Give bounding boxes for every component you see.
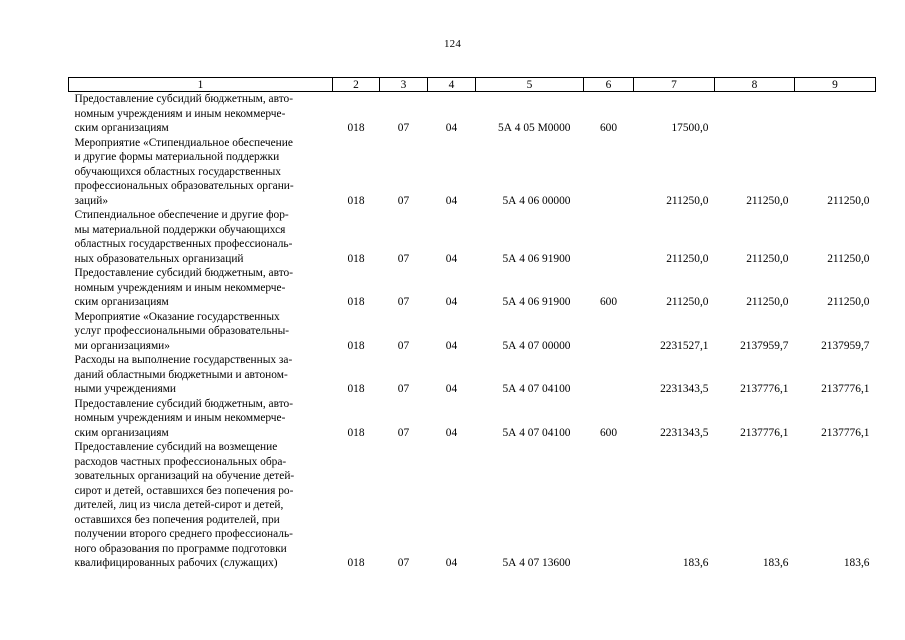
- cell-section: 07: [397, 383, 410, 395]
- cell-admin: 018: [347, 252, 365, 265]
- cell-name-line: сирот и детей, оставшихся без попечения ро-: [74, 484, 294, 497]
- cell-name-line: заций»: [74, 194, 109, 207]
- cell-csr: 5А 4 06 91900: [502, 252, 571, 265]
- cell-vr: 600: [599, 296, 618, 308]
- cell-section: 07: [397, 252, 410, 265]
- cell-sum3: 2137776,1: [821, 426, 870, 439]
- cell-name-line: даний областными бюджетными и автоном-: [74, 368, 288, 381]
- budget-table: [68, 77, 876, 571]
- cell-subsection: 04: [445, 557, 458, 569]
- cell-sum3: 2137776,1: [821, 383, 870, 395]
- cell-vr: [584, 440, 634, 571]
- cell-name-line: Предоставление субсидий бюджетным, авто-: [74, 267, 294, 279]
- cell-admin: 018: [347, 383, 365, 395]
- cell-name: [69, 353, 333, 397]
- cell-name-line: ными учреждениями: [74, 383, 177, 395]
- cell-name-line: ми организациями»: [74, 339, 170, 352]
- table-row: [69, 266, 876, 310]
- cell-admin: 018: [347, 122, 365, 134]
- cell-sum1: 211250,0: [666, 252, 709, 265]
- header-row: [69, 78, 876, 92]
- cell-section: 07: [397, 122, 410, 134]
- cell-name-line: обучающихся областных государственных: [74, 165, 281, 178]
- cell-name-line: Мероприятие «Оказание государственных: [74, 310, 280, 323]
- table-row: [69, 353, 876, 397]
- cell-name-line: номным учреждениям и иным некоммерче-: [74, 107, 286, 120]
- cell-sum2: 211250,0: [746, 296, 789, 308]
- cell-name-line: квалифицированных рабочих (служащих): [74, 557, 278, 569]
- page-number: 124: [443, 38, 462, 50]
- cell-name: [69, 92, 333, 136]
- cell-admin: 018: [347, 426, 365, 439]
- cell-name-line: ных образовательных организаций: [74, 252, 244, 265]
- cell-name-line: Стипендиальное обеспечение и другие фор-: [74, 209, 289, 221]
- cell-name-line: Предоставление субсидий бюджетным, авто-: [74, 397, 294, 410]
- cell-sum1: 183,6: [682, 557, 709, 569]
- cell-sum1: 211250,0: [666, 296, 709, 308]
- cell-subsection: 04: [445, 194, 458, 207]
- cell-name: [69, 266, 333, 310]
- header-cell-sum1: 7: [634, 78, 715, 92]
- cell-admin: 018: [347, 296, 365, 308]
- table-row: [69, 136, 876, 209]
- cell-sum3: 211250,0: [827, 252, 870, 265]
- cell-sum3: 211250,0: [827, 194, 870, 207]
- cell-subsection: 04: [445, 252, 458, 265]
- cell-csr: 5А 4 06 00000: [502, 194, 571, 207]
- cell-subsection: 04: [445, 426, 458, 439]
- table-row: [69, 92, 876, 136]
- cell-admin: 018: [347, 339, 365, 352]
- cell-name-line: получении второго среднего профессиональ-: [74, 528, 293, 540]
- cell-name-line: ским организациям: [74, 296, 169, 308]
- cell-sum3: 211250,0: [827, 296, 870, 308]
- header-cell-name: 1: [69, 78, 333, 92]
- table-row: [69, 440, 876, 571]
- cell-subsection: 04: [445, 383, 458, 395]
- table-row: [69, 397, 876, 441]
- cell-section: 07: [397, 426, 410, 439]
- cell-name-line: зовательных организаций на обучение детей-: [74, 470, 295, 482]
- cell-subsection: 04: [445, 339, 458, 352]
- cell-name-line: оставшихся без попечения родителей, при: [74, 513, 280, 526]
- cell-sum2: 211250,0: [746, 194, 789, 207]
- cell-sum1: 17500,0: [671, 122, 709, 134]
- cell-admin: 018: [347, 194, 365, 207]
- header-cell-sum3: 9: [795, 78, 876, 92]
- cell-name-line: ного образования по программе подготовки: [74, 542, 287, 555]
- cell-sum2: [715, 92, 795, 136]
- table-body: [69, 92, 876, 571]
- cell-name-line: Предоставление субсидий на возмещение: [74, 441, 278, 453]
- cell-name: [69, 310, 333, 354]
- table-row: [69, 310, 876, 354]
- cell-vr: [584, 310, 634, 354]
- cell-name-line: мы материальной поддержки обучающихся: [74, 223, 286, 236]
- cell-sum1: 2231343,5: [660, 383, 709, 395]
- cell-name-line: областных государственных профессиональ-: [74, 238, 293, 250]
- cell-name-line: Расходы на выполнение государственных за-: [74, 354, 293, 366]
- cell-name-line: номным учреждениям и иным некоммерче-: [74, 412, 286, 424]
- cell-vr: [584, 353, 634, 397]
- cell-name-line: Предоставление субсидий бюджетным, авто-: [74, 93, 294, 105]
- cell-csr: 5А 4 07 04100: [502, 383, 571, 395]
- cell-section: 07: [397, 194, 410, 207]
- cell-name-line: ским организациям: [74, 426, 169, 439]
- cell-sum2: 2137776,1: [740, 383, 789, 395]
- cell-sum3: [795, 92, 876, 136]
- cell-name-line: и другие формы материальной поддержки: [74, 151, 280, 163]
- cell-name-line: номным учреждениям и иным некоммерче-: [74, 281, 286, 294]
- cell-vr: [584, 136, 634, 209]
- header-cell-admin: 2: [333, 78, 380, 92]
- cell-csr: 5А 4 07 13600: [502, 557, 571, 569]
- cell-sum1: 211250,0: [666, 194, 709, 207]
- cell-vr: [584, 208, 634, 266]
- cell-sum2: 2137959,7: [740, 339, 789, 352]
- cell-sum3: 2137959,7: [821, 339, 870, 352]
- header-cell-csr: 5: [476, 78, 584, 92]
- cell-admin: 018: [347, 557, 365, 569]
- cell-sum3: 183,6: [843, 557, 870, 569]
- header-cell-section: 3: [380, 78, 428, 92]
- cell-name-line: расходов частных профессиональных обра-: [74, 455, 287, 468]
- cell-sum2: 183,6: [762, 557, 789, 569]
- cell-name-line: услуг профессиональными образовательны-: [74, 325, 290, 337]
- header-cell-subsection: 4: [428, 78, 476, 92]
- cell-vr: 600: [599, 426, 618, 439]
- cell-section: 07: [397, 339, 410, 352]
- cell-csr: 5А 4 05 М0000: [498, 122, 571, 134]
- cell-name-line: профессиональных образовательных органи-: [74, 180, 294, 192]
- header-cell-sum2: 8: [715, 78, 795, 92]
- cell-csr: 5А 4 06 91900: [502, 296, 571, 308]
- cell-name-line: ским организациям: [74, 122, 169, 134]
- cell-sum1: 2231343,5: [660, 426, 709, 439]
- cell-sum1: 2231527,1: [660, 339, 709, 352]
- cell-section: 07: [397, 557, 410, 569]
- cell-name-line: Мероприятие «Стипендиальное обеспечение: [74, 136, 293, 149]
- cell-sum2: 2137776,1: [740, 426, 789, 439]
- cell-sum2: 211250,0: [746, 252, 789, 265]
- cell-name: [69, 208, 333, 266]
- cell-name: [69, 136, 333, 209]
- cell-name: [69, 397, 333, 441]
- header-cell-vr: 6: [584, 78, 634, 92]
- table-row: [69, 208, 876, 266]
- cell-subsection: 04: [445, 122, 458, 134]
- cell-name: [69, 440, 333, 571]
- cell-name-line: дителей, лиц из числа детей-сирот и детей,: [74, 499, 284, 511]
- cell-section: 07: [397, 296, 410, 308]
- cell-vr: 600: [599, 122, 618, 134]
- cell-csr: 5А 4 07 04100: [502, 426, 571, 439]
- cell-csr: 5А 4 07 00000: [502, 339, 571, 352]
- cell-subsection: 04: [445, 296, 458, 308]
